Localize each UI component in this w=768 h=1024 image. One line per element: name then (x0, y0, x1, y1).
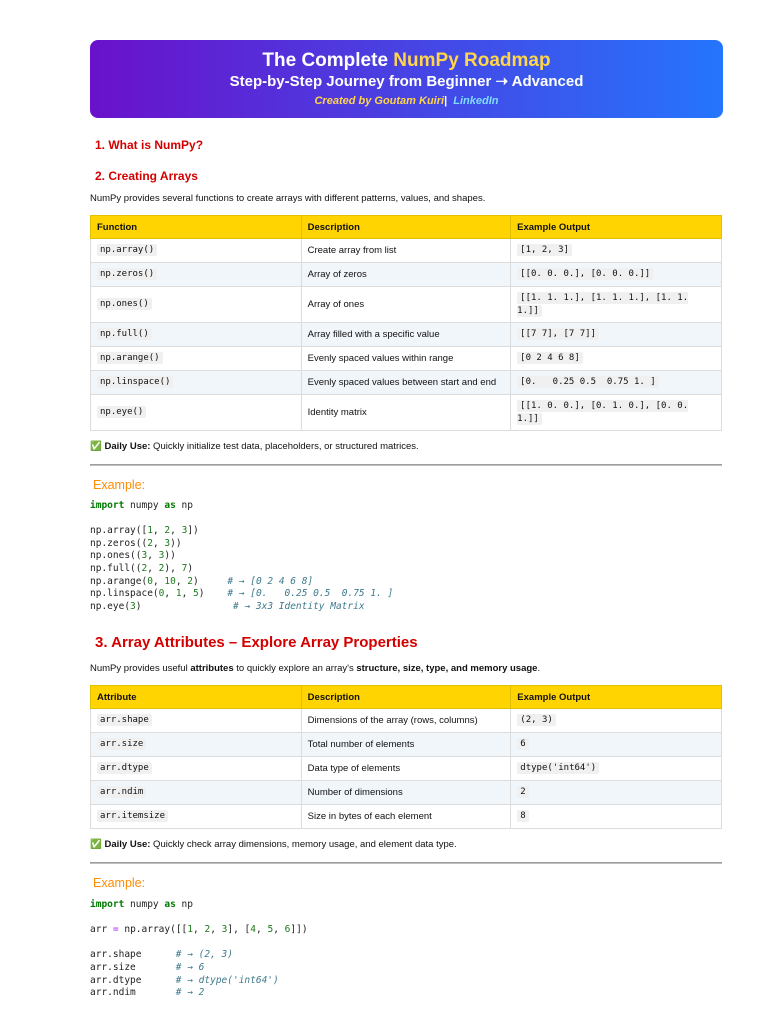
output-code: [[7 7], [7 7]] (517, 328, 599, 340)
output-code: dtype('int64') (517, 762, 599, 774)
description-cell: Total number of elements (301, 733, 511, 757)
function-code: np.zeros() (97, 268, 157, 280)
table-row (91, 781, 722, 805)
description-cell: Evenly spaced values between start and end (301, 371, 511, 395)
table-row (91, 757, 722, 781)
section-3-intro: NumPy provides useful attributes to quickly explore an array's structure, size, type, and memory usage. (90, 663, 541, 674)
output-code: [1, 2, 3] (517, 244, 572, 256)
table-row (91, 805, 722, 829)
description-cell: Array of zeros (301, 263, 511, 287)
description-cell: Data type of elements (301, 757, 511, 781)
example-label: Example: (93, 876, 146, 890)
code-block-1: import numpy as np np.array([1, 2, 3]) np.zeros((2, 3)) np.ones((3, 3)) np.full((2, 2), 7) np.arange(0, 10, 2) # → [0 2 4 6 8] np.linspace(0, 1, 5) # → [0. 0.25 0.5 0.75 1. ] np.eye(3) # → 3x3 Identity Matrix (90, 500, 394, 612)
description-cell: Array filled with a specific value (301, 323, 511, 347)
output-code: 8 (517, 810, 528, 822)
function-code: np.arange() (97, 352, 163, 364)
daily-use-note-1: ✅ Daily Use: Quickly initialize test data, placeholders, or structured matrices. (90, 441, 419, 452)
description-cell: Evenly spaced values within range (301, 347, 511, 371)
linkedin-link[interactable]: LinkedIn (453, 95, 499, 107)
column-header: Description (301, 686, 511, 709)
column-header: Function (91, 216, 302, 239)
output-code: [[1. 0. 0.], [0. 1. 0.], [0. 0. 1.]] (517, 400, 689, 424)
attribute-code: arr.size (97, 738, 146, 750)
section-2-intro: NumPy provides several functions to create arrays with different patterns, values, and shapes. (90, 193, 486, 204)
description-cell: Dimensions of the array (rows, columns) (301, 709, 511, 733)
output-code: 6 (517, 738, 528, 750)
description-cell: Create array from list (301, 239, 511, 263)
array-attributes-table (90, 685, 722, 829)
function-code: np.eye() (97, 406, 146, 418)
function-code: np.full() (97, 328, 152, 340)
column-header: Example Output (511, 216, 722, 239)
function-code: np.ones() (97, 298, 152, 310)
output-code: 2 (517, 786, 528, 798)
attribute-code: arr.dtype (97, 762, 152, 774)
table-header-row (91, 216, 722, 239)
column-header: Attribute (91, 686, 302, 709)
check-icon: ✅ (90, 441, 102, 452)
page-title: The Complete NumPy Roadmap (262, 50, 551, 71)
table-row (91, 347, 722, 371)
section-3-title: 3. Array Attributes – Explore Array Properties (95, 634, 418, 651)
example-label: Example: (93, 478, 146, 492)
section-2-title: 2. Creating Arrays (95, 169, 198, 183)
attribute-code: arr.shape (97, 714, 152, 726)
title-highlight: NumPy Roadmap (393, 50, 551, 71)
divider (90, 464, 722, 466)
divider (90, 862, 722, 864)
function-code: np.array() (97, 244, 157, 256)
table-row (91, 323, 722, 347)
table-row (91, 395, 722, 431)
credit-separator: | (444, 95, 448, 107)
section-1-title: 1. What is NumPy? (95, 138, 204, 152)
description-cell: Array of ones (301, 287, 511, 323)
table-row (91, 733, 722, 757)
table-header-row (91, 686, 722, 709)
output-code: [0. 0.25 0.5 0.75 1. ] (517, 376, 658, 388)
table-row (91, 263, 722, 287)
function-code: np.linspace() (97, 376, 173, 388)
header-banner (90, 40, 723, 118)
code-block-2: import numpy as np arr = np.array([[1, 2, 3], [4, 5, 6]]) arr.shape # → (2, 3) arr.size # → 6 arr.dtype # → dtype('int64') arr.ndim # → 2 (90, 899, 308, 999)
description-cell: Identity matrix (301, 395, 511, 431)
output-code: (2, 3) (517, 714, 556, 726)
table-row (91, 371, 722, 395)
output-code: [[0. 0. 0.], [0. 0. 0.]] (517, 268, 653, 280)
column-header: Example Output (511, 686, 722, 709)
table-row (91, 287, 722, 323)
attribute-code: arr.itemsize (97, 810, 168, 822)
page-subtitle: Step-by-Step Journey from Beginner ➝ Advanced (229, 73, 584, 90)
output-code: [0 2 4 6 8] (517, 352, 583, 364)
table-row (91, 709, 722, 733)
output-code: [[1. 1. 1.], [1. 1. 1.], [1. 1. 1.]] (517, 292, 689, 316)
description-cell: Number of dimensions (301, 781, 511, 805)
attribute-code: arr.ndim (97, 786, 146, 798)
check-icon: ✅ (90, 839, 102, 850)
creating-arrays-table (90, 215, 722, 431)
description-cell: Size in bytes of each element (301, 805, 511, 829)
author-credit: Created by Goutam Kuiri (314, 95, 445, 107)
credit-line (90, 93, 723, 109)
daily-use-note-2: ✅ Daily Use: Quickly check array dimensions, memory usage, and element data type. (90, 839, 457, 850)
table-row (91, 239, 722, 263)
column-header: Description (301, 216, 511, 239)
